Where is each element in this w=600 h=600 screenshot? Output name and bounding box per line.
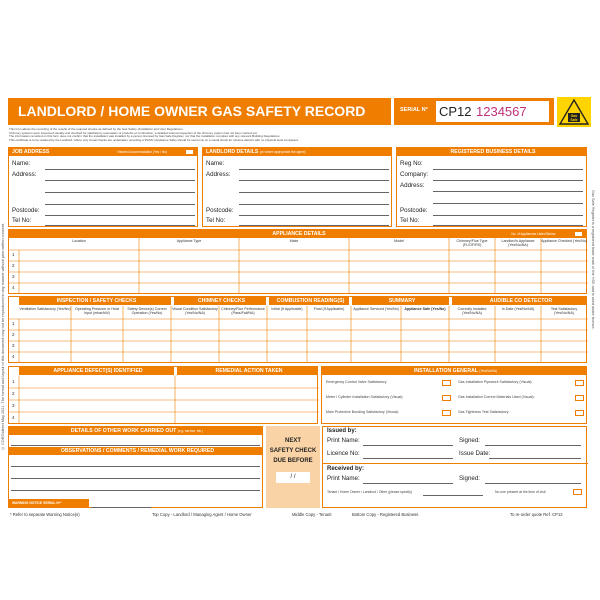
landlord-postcode-label: Postcode:: [206, 207, 234, 214]
appliance-row-number: 3: [12, 274, 15, 279]
received-print-label: Print Name:: [327, 475, 360, 482]
materials-box[interactable]: [575, 395, 584, 401]
job-address-field-3[interactable]: [45, 194, 195, 205]
footer-reorder: To re-order quote Ref. CP12: [510, 512, 563, 517]
col-flue-performance: Chimney/Flue Performance (Pass/Fail/NA): [221, 307, 265, 316]
intro-text: [9, 128, 389, 143]
serial-bar: [394, 98, 554, 125]
landlord-address-label: Address:: [206, 171, 231, 178]
footer-middle-copy: Middle Copy - Tenant: [292, 512, 332, 517]
col-operating-pressure: Operating Pressure or Heat Input (mbar/kW): [75, 307, 119, 316]
col-initial-reading: Initial (If Applicable): [271, 307, 303, 311]
job-tel-label: Tel No:: [12, 217, 32, 224]
checks-grid: [9, 297, 588, 363]
footer-refer: * Refer to separate Warning Notice(s): [10, 512, 80, 517]
appliance-grid: [9, 230, 588, 294]
col-ventilation: Ventilation Satisfactory (Yes/No): [19, 307, 71, 311]
col-model: Model: [394, 239, 404, 243]
logo-text: Gas Safe: [570, 114, 578, 122]
meter-installation-box[interactable]: [442, 395, 451, 401]
licence-label: Licence No:: [327, 450, 360, 457]
installation-header: [322, 367, 586, 375]
landlord-header: [203, 148, 391, 156]
col-appliance-type: Appliance Type: [176, 239, 202, 243]
title-bar: [8, 98, 391, 125]
company-field[interactable]: [433, 170, 583, 181]
emergency-control-box[interactable]: [442, 380, 451, 386]
inspection-header: INSPECTION / SAFETY CHECKS: [19, 297, 171, 305]
job-postcode-label: Postcode:: [12, 207, 40, 214]
col-flue-type: Chimney/Flue Type (FL/OF/RS): [456, 239, 488, 248]
observations-field-2[interactable]: [11, 468, 260, 479]
serial-code: CP12: [439, 104, 472, 119]
tightness-box[interactable]: [575, 410, 584, 416]
landlord-name-field[interactable]: [239, 159, 389, 170]
serial-box: [436, 101, 549, 122]
landlord-address-field-3[interactable]: [239, 194, 389, 205]
col-safety-devices: Safety Device(s) Correct Operation (Yes/No): [127, 307, 167, 316]
reg-no-field[interactable]: [433, 159, 583, 170]
business-header: REGISTERED BUSINESS DETAILS: [397, 148, 586, 156]
emergency-control-label: Emergency Control Valve Satisfactory:: [326, 380, 388, 384]
tightness-label: Gas Tightness Test Satisfactory:: [458, 410, 510, 414]
appliances-listed-label: No. of Appliances Listed Below:: [511, 232, 556, 236]
appliance-title: APPLIANCE DETAILS: [272, 231, 326, 237]
defects-row-number: 4: [12, 415, 15, 420]
defects-row-number: 2: [12, 391, 15, 396]
appliance-row-number: 1: [12, 252, 15, 257]
no-one-present-label: No one present at the time of visit: [495, 490, 546, 494]
copyright-side-text: © CORGIdirect May 2021. The format and layout of this document may not be reproduced in any manner without prior written consent.: [1, 222, 5, 450]
received-signed-field[interactable]: [485, 473, 581, 484]
other-work-note: (e.g. service, etc.): [177, 429, 204, 433]
intro-line: The information recorded on this form does not confirm that the installation was installed by a person licensed by Gas Safe Register, nor that the installation complies with any relevant Building Regulations.: [9, 134, 281, 139]
footer-top-copy: Top Copy - Landlord / Managing Agent / Home Owner: [152, 512, 252, 517]
job-address-header: [9, 148, 197, 156]
issued-print-label: Print Name:: [327, 437, 360, 444]
landlord-note: (or where appropriate the agent): [259, 150, 306, 154]
received-print-field[interactable]: [363, 473, 453, 484]
checks-row-number: 1: [12, 321, 15, 326]
issued-divider: [323, 463, 588, 464]
business-address-field-2[interactable]: [433, 193, 583, 204]
col-appliance-checked: Appliance Checked (Yes/No): [541, 239, 587, 243]
summary-header: SUMMARY: [352, 297, 449, 305]
next-check-line: NEXT: [284, 438, 301, 444]
checks-section: [8, 296, 587, 363]
business-tel-field[interactable]: [433, 215, 583, 226]
landlord-address-field-2[interactable]: [239, 182, 389, 193]
intro-line: This certificate is to be retained by the Landlord, where only visual checks are undertaken recording a 'PASS' (Appliance Safe) should be used only on a visual check for obvious defects with no physical tests completed.: [9, 138, 299, 143]
landlord-name-label: Name:: [206, 160, 225, 167]
checks-row-number: 2: [12, 332, 15, 337]
bonding-label: Main Protective Bonding Satisfactory (Visual):: [326, 410, 399, 414]
gas-safe-logo: [557, 97, 591, 127]
serial-label: SERIAL Nº: [400, 107, 428, 113]
landlord-title: LANDLORD DETAILS: [206, 149, 259, 155]
no-one-present-box[interactable]: [573, 489, 582, 495]
defects-row-number: 1: [12, 379, 15, 384]
col-make: Make: [289, 239, 299, 243]
col-appliance-safe: Appliance Safe (Yes/No): [404, 307, 446, 311]
appliance-row-number: 4: [12, 285, 15, 290]
job-address-label: Address:: [12, 171, 37, 178]
issued-received-section: [322, 426, 587, 508]
intro-line: Chimney systems were inspected visually and checked for satisfactory evacuation of products of combustion, a detailed internal inspection of the chimney system has not been carried out.: [9, 130, 258, 135]
col-final-reading: Final (If Applicable): [313, 307, 345, 311]
landlord-tel-field[interactable]: [239, 215, 389, 226]
col-co-in-date: In Date (Yes/No/NA): [501, 307, 535, 311]
issued-signed-label: Signed:: [459, 437, 480, 444]
col-appliance-serviced: Appliance Serviced (Yes/No): [353, 307, 399, 311]
warning-notice-label: WARNING NOTICE SERIAL Nº*: [9, 499, 89, 508]
observations-field-1[interactable]: [11, 456, 260, 467]
checks-row-number: 3: [12, 343, 15, 348]
remedial-header: REMEDIAL ACTION TAKEN: [177, 367, 318, 375]
received-signed-label: Signed:: [459, 475, 480, 482]
next-check-date-field[interactable]: / /: [276, 472, 310, 483]
job-name-label: Name:: [12, 160, 31, 167]
job-tel-field[interactable]: [45, 215, 195, 226]
co-detector-header: AUDIBLE CO DETECTOR: [452, 297, 587, 305]
pipework-box[interactable]: [575, 380, 584, 386]
issue-date-label: Issue Date:: [459, 450, 491, 457]
trademark-side-text: Gas Safe Register is a registered trade mark of the HSE and is used under licence.: [591, 190, 595, 330]
other-work-header: [9, 427, 262, 435]
company-label: Company:: [400, 171, 429, 178]
col-co-installed: Correctly Installed (Yes/No/NA): [457, 307, 487, 316]
observations-field-3[interactable]: [11, 480, 260, 491]
other-work-title: DETAILS OF OTHER WORK CARRIED OUT: [70, 428, 177, 434]
defects-grid: [9, 367, 319, 424]
gas-safe-logo-icon: [557, 97, 591, 127]
chimney-header: CHIMNEY CHECKS: [174, 297, 266, 305]
installation-section: [321, 366, 587, 424]
materials-label: Gas Installation Correct Materials Used (Visual):: [458, 395, 535, 399]
job-address-section: [8, 147, 198, 227]
combustion-header: COMBUSTION READING(S): [269, 297, 349, 305]
appliance-details-section: [8, 229, 587, 294]
observations-header: OBSERVATIONS / COMMENTS / REMEDIAL WORK REQUIRED: [9, 447, 263, 455]
business-section: [396, 147, 587, 227]
business-tel-label: Tel No:: [400, 217, 420, 224]
job-address-field-1[interactable]: [45, 170, 195, 181]
next-check-line: SAFETY CHECK: [269, 448, 317, 454]
licence-field[interactable]: [363, 448, 453, 459]
handed-accommodation-box[interactable]: [185, 149, 194, 155]
issued-signed-field[interactable]: [485, 435, 581, 446]
job-name-field[interactable]: [45, 159, 195, 170]
page-title: LANDLORD / HOME OWNER GAS SAFETY RECORD: [18, 103, 366, 119]
business-address-field-1[interactable]: [433, 181, 583, 192]
defects-section: [8, 366, 318, 424]
defects-row-number: 3: [12, 403, 15, 408]
business-address-label: Address:: [400, 182, 425, 189]
reg-no-label: Reg No:: [400, 160, 423, 167]
next-check-line: DUE BEFORE: [273, 458, 313, 464]
warning-notice-field[interactable]: [91, 497, 151, 508]
col-co-test: Test Satisfactory (Yes/No/NA): [550, 307, 578, 316]
meter-installation-label: Meter / Cylinder Installation Satisfactory (Visual):: [326, 395, 404, 399]
landlord-section: [202, 147, 392, 227]
issued-by-label: Issued by:: [327, 428, 357, 434]
job-address-field-2[interactable]: [45, 182, 195, 193]
issue-date-field[interactable]: [489, 448, 581, 459]
installation-title: INSTALLATION GENERAL: [413, 368, 478, 374]
col-landlords-appliance: Landlord's Appliance (Yes/No/NA): [501, 239, 535, 248]
received-by-label: Received by:: [327, 466, 365, 472]
checks-row-number: 4: [12, 354, 15, 359]
installation-note: (Yes/No/NA): [479, 369, 498, 373]
handed-accommodation-label: Handed Accommodation (Yes / No): [117, 150, 167, 154]
other-work-field[interactable]: [11, 435, 260, 446]
job-address-title: JOB ADDRESS: [12, 149, 50, 155]
footer-bottom-copy: Bottom Copy - Registered Business: [352, 512, 419, 517]
col-visual-condition: Visual Condition Satisfactory (Yes/No/NA): [172, 307, 218, 316]
appliance-row-number: 2: [12, 263, 15, 268]
business-postcode-label: Postcode:: [400, 207, 428, 214]
intro-line: This form allows the recording of the results of the required checks as defined by the Gas Safety (Installation and Use) Regulations.: [9, 127, 184, 131]
next-check-section: [266, 426, 320, 508]
landlord-tel-label: Tel No:: [206, 217, 226, 224]
issued-print-field[interactable]: [363, 435, 453, 446]
tenant-type-field[interactable]: [423, 485, 483, 496]
other-work-section: [8, 426, 263, 508]
col-location: Location: [72, 239, 86, 243]
bonding-box[interactable]: [442, 410, 451, 416]
tenant-type-label: Tenant / Home Owner / Landlord / Other (please specify): [327, 490, 412, 494]
serial-number: 1234567: [476, 104, 527, 119]
landlord-address-field-1[interactable]: [239, 170, 389, 181]
pipework-label: Gas Installation Pipework Satisfactory (Visual):: [458, 380, 533, 384]
defects-header: APPLIANCE DEFECT(S) IDENTIFIED: [19, 367, 174, 375]
